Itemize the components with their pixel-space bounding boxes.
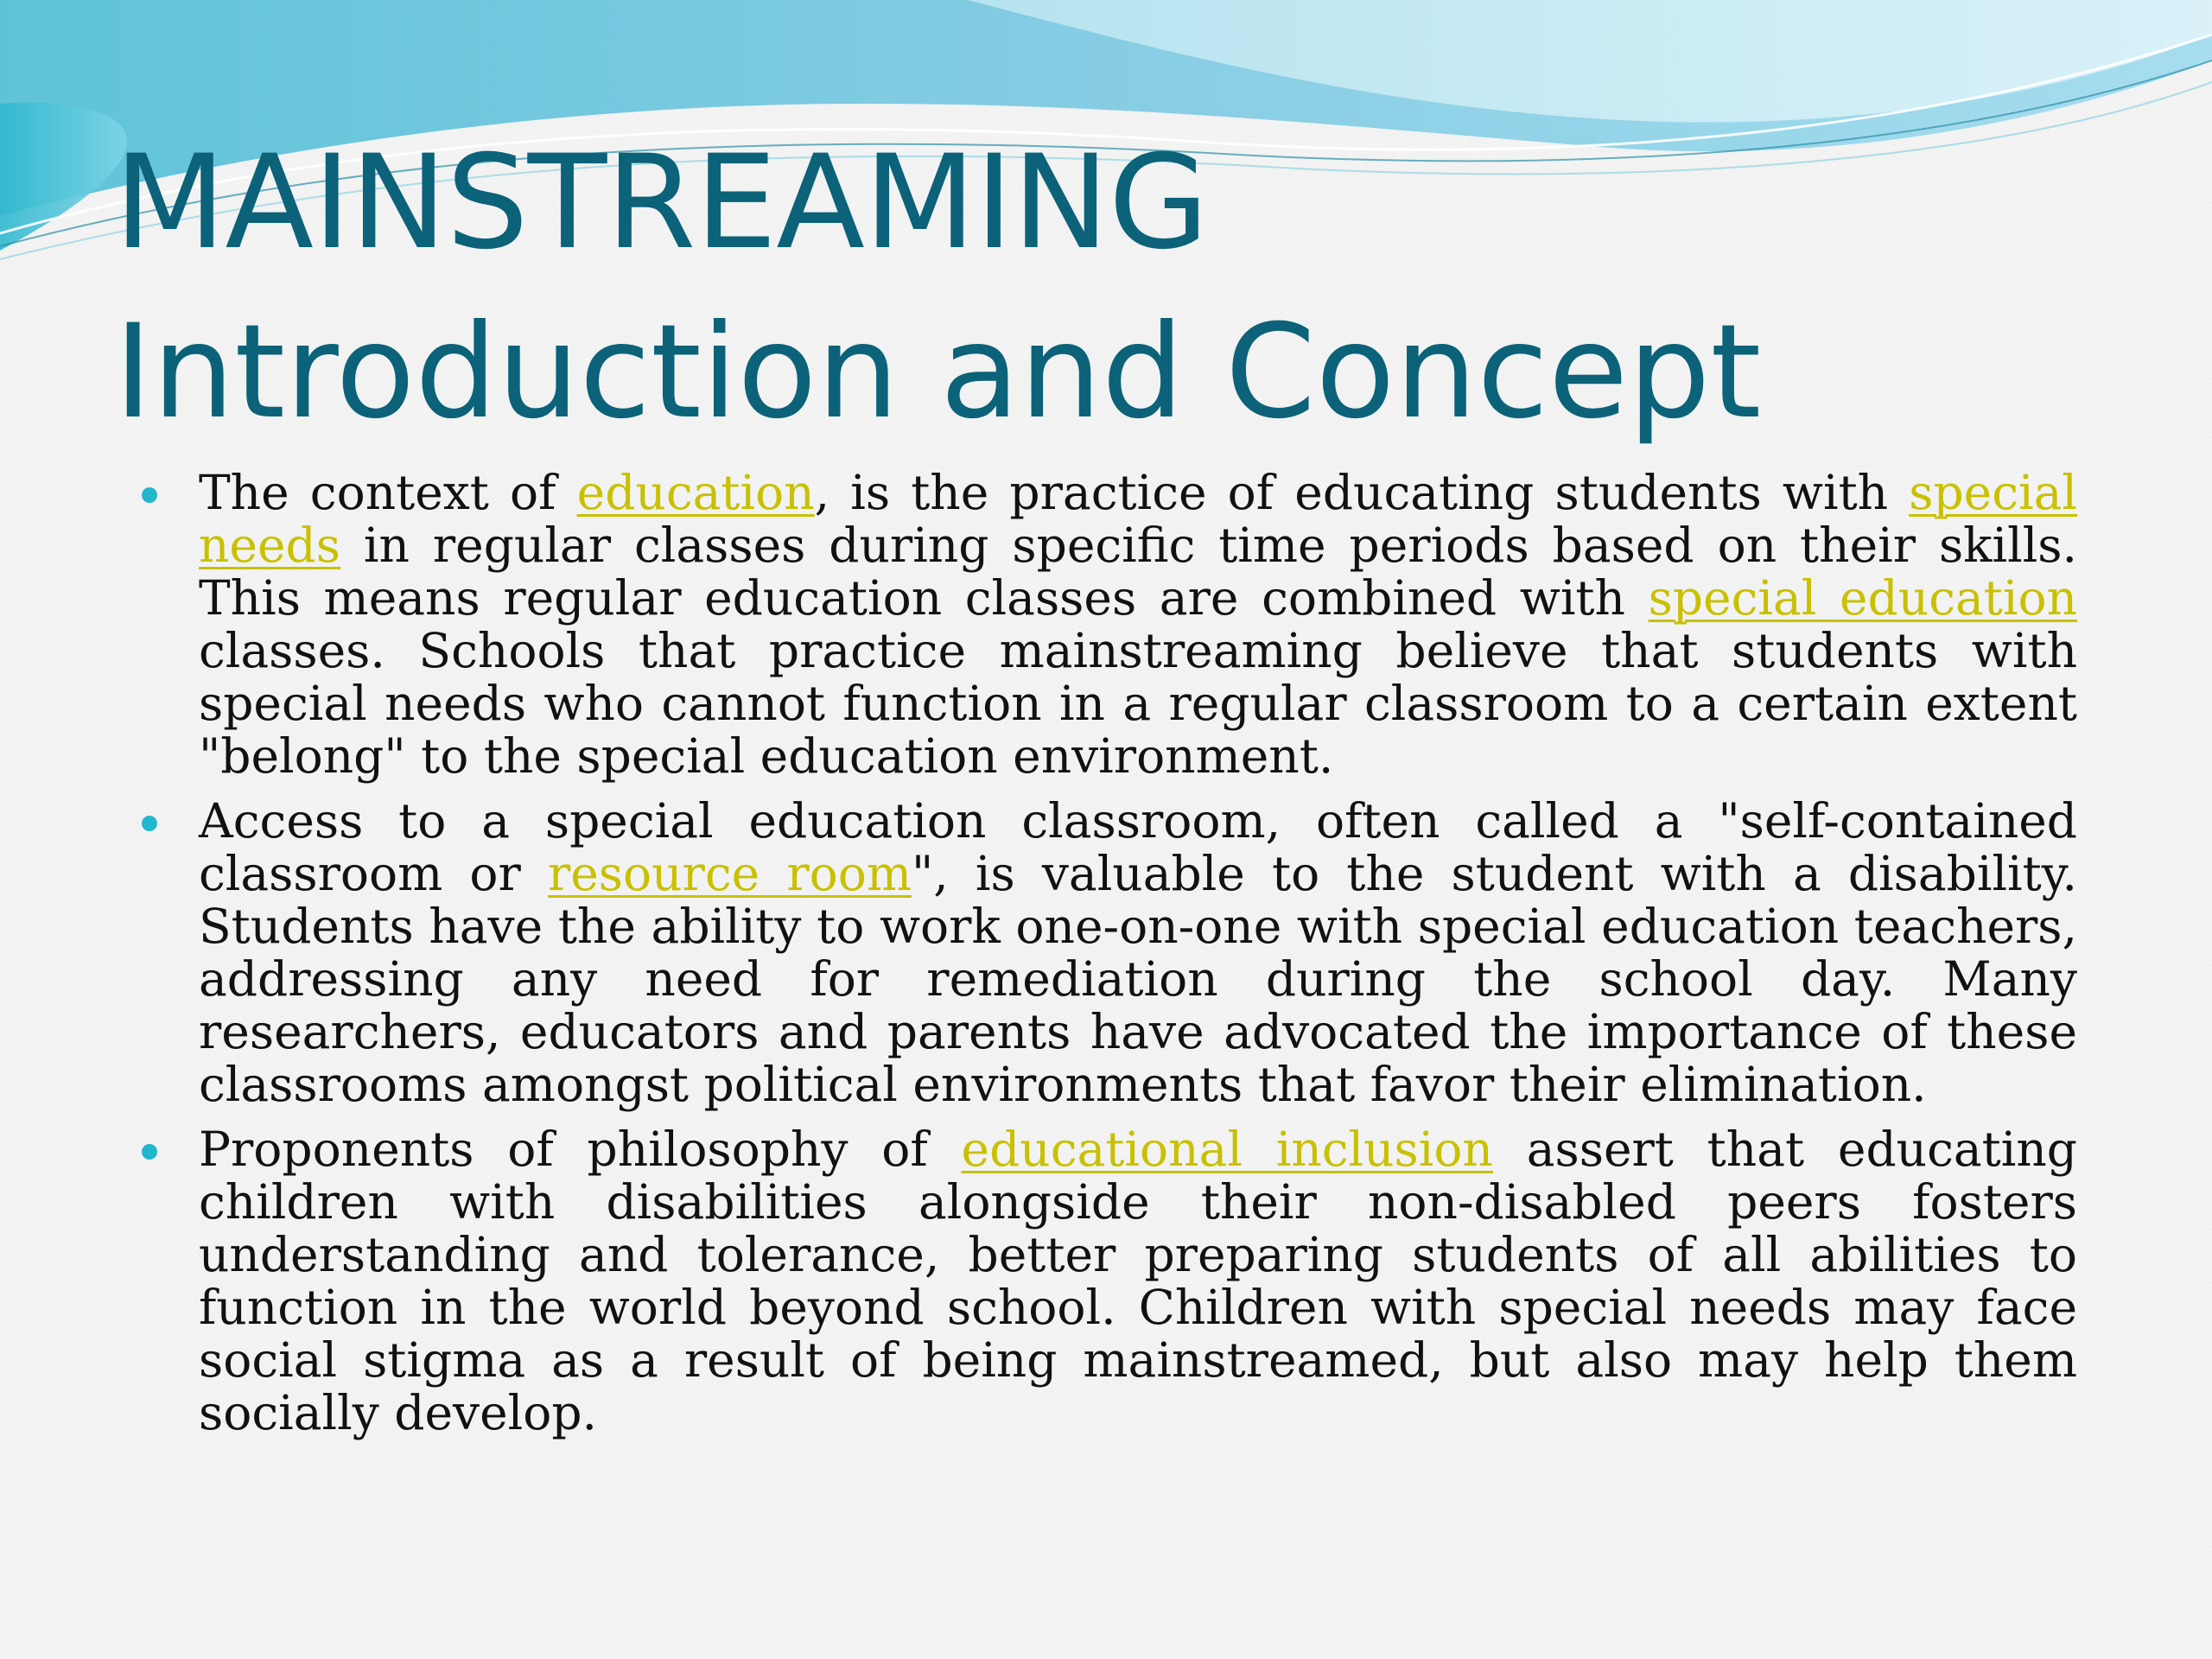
bullet-text: in regular classes during specific time periods based on their skills. This means regular education classes are combined with	[199, 518, 2077, 626]
link-special-education[interactable]: special education	[1648, 570, 2077, 626]
bullet-text: classes. Schools that practice mainstreaming believe that students with special needs who cannot function in a regular classroom to a certain extent "belong" to the special education environment.	[199, 623, 2077, 784]
link-education[interactable]: education	[576, 465, 815, 520]
bullet-list	[142, 467, 2077, 1452]
bullet-text: Proponents of philosophy of	[199, 1122, 962, 1177]
bullet-item-2	[142, 795, 2077, 1111]
bullet-text: Access to a special education classroom, often called a "self-contained classroom or	[199, 793, 2077, 901]
bullet-text: ", is valuable to the student with a disability. Students have the ability to work one-on-one with special education teachers, addressing any need for remediation during the school day. Many researchers, educators and parents have advocated the importance of these classrooms amongst political environments that favor their elimination.	[199, 846, 2077, 1112]
link-resource-room[interactable]: resource room	[547, 846, 912, 901]
bullet-text: assert that educating children with disabilities alongside their non-disabled peers fosters understanding and tolerance, better preparing students of all abilities to function in the world beyond school. Children with special needs may face social stigma as a result of being mainstreamed, but also may help them socially develop.	[199, 1122, 2077, 1440]
bullet-text: , is the practice of educating students with	[814, 465, 1910, 520]
bullet-item-3	[142, 1123, 2077, 1440]
slide-title-line-1: MAINSTREAMING	[114, 128, 1209, 278]
link-special-needs[interactable]: special needs	[199, 465, 2077, 573]
bullet-text: The context of	[199, 465, 577, 520]
link-educational-inclusion[interactable]: educational inclusion	[961, 1122, 1493, 1177]
bullet-item-1	[142, 467, 2077, 783]
slide-title-line-2: Introduction and Concept	[114, 297, 1762, 448]
